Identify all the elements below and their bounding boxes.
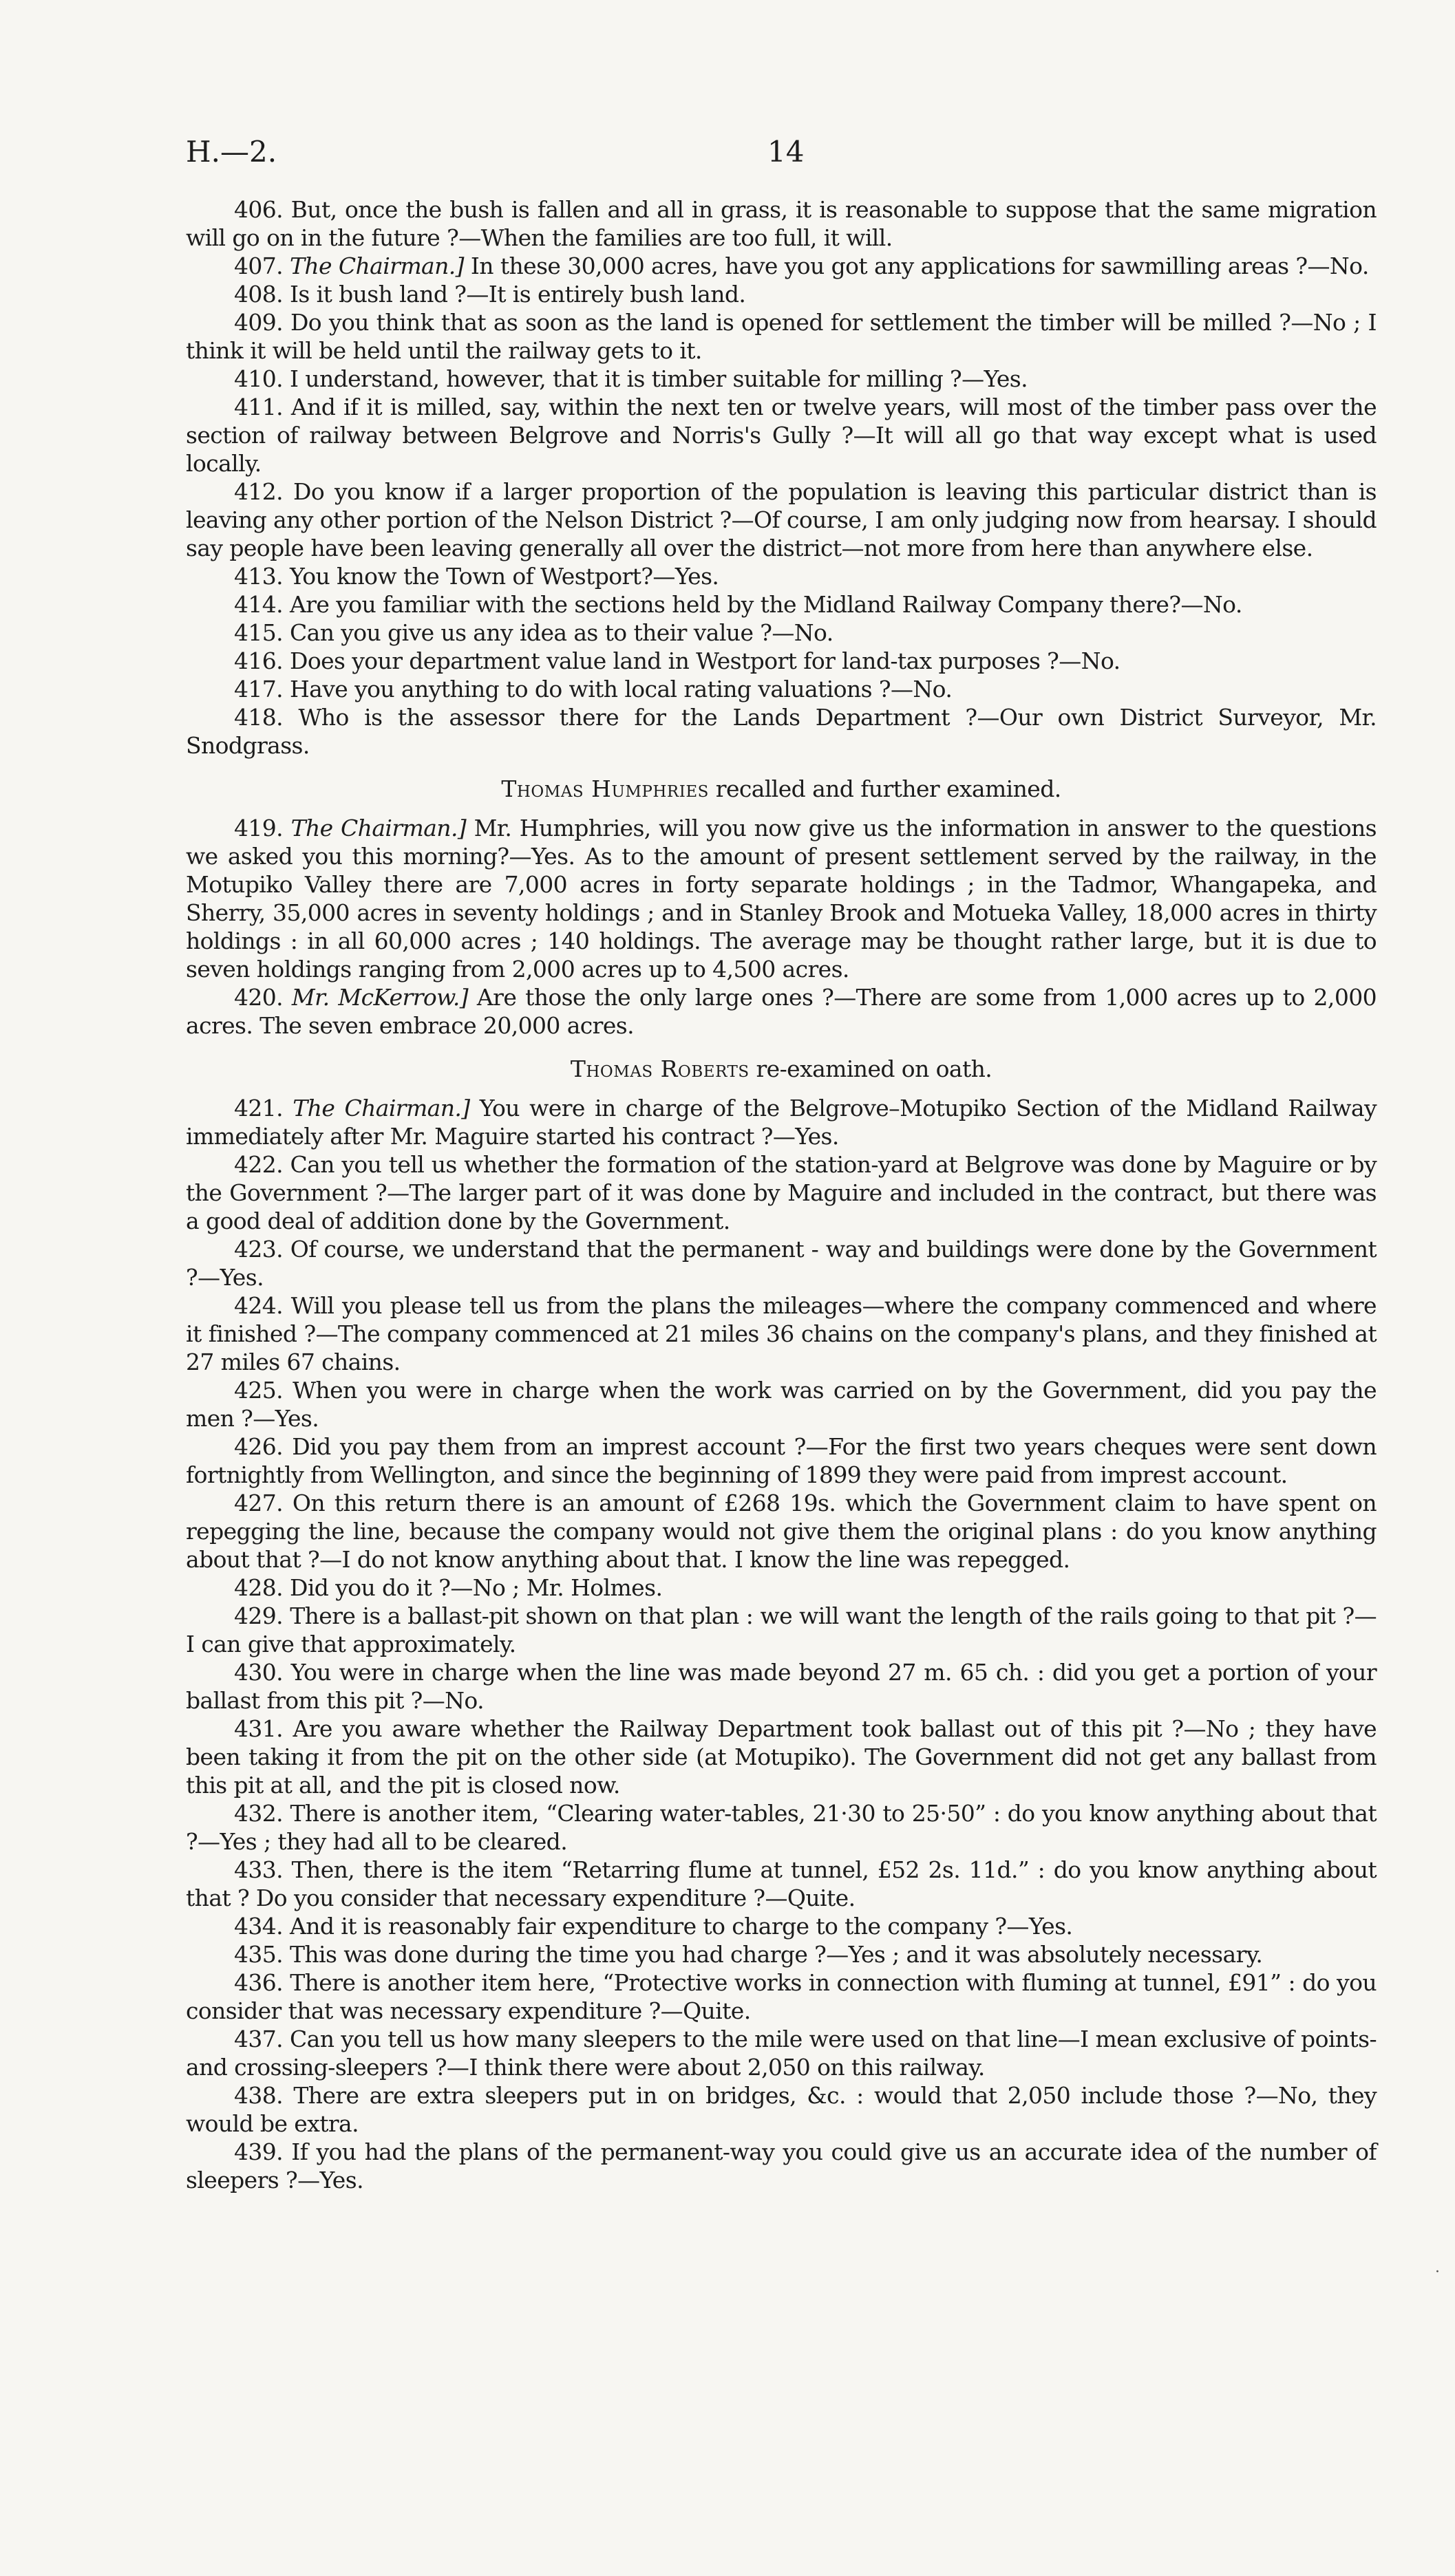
question-text: Do you know if a larger proportion of the population is leaving this particular district than is leaving any other portion of the Nelson District ?—Of course, I am only judging now from hearsay. I should say people have been leaving generally all over the district—not more from here than anywhere else. [186, 478, 1377, 561]
question-paragraph [186, 1856, 1377, 1912]
question-text: Have you anything to do with local rating valuations ?—No. [289, 676, 953, 702]
question-paragraph [186, 1940, 1377, 1968]
question-text: And if it is milled, say, within the next ten or twelve years, will most of the timber pass over the section of railway between Belgrove and Norris's Gully ?—It will all go that way except what is used locally. [186, 394, 1377, 477]
question-text: Are those the only large ones ?—There are some from 1,000 acres up to 2,000 acres. The seven embrace 20,000 acres. [186, 984, 1377, 1039]
margin-speck-icon: · [1435, 2264, 1440, 2281]
question-number: 409. [234, 309, 284, 336]
question-number: 418. [234, 704, 284, 731]
question-number: 437. [234, 2026, 284, 2052]
speaker-label: The Chairman.] [289, 253, 464, 279]
question-number: 408. [234, 281, 284, 308]
question-paragraph [186, 1602, 1377, 1658]
question-paragraph [186, 393, 1377, 477]
question-number: 420. [234, 984, 284, 1011]
question-paragraph [186, 2025, 1377, 2081]
question-number: 428. [234, 1574, 284, 1601]
question-text: On this return there is an amount of £268 19s. which the Government claim to have spent on repegging the line, because the company would not give them the original plans : do you know anything about that ?—I do not know anything about that. I know the line was repegged. [186, 1490, 1377, 1573]
page-header [186, 135, 1377, 195]
question-paragraph [186, 703, 1377, 760]
question-number: 415. [234, 619, 284, 646]
witness-status: recalled and further examined. [715, 775, 1061, 802]
question-text: This was done during the time you had charge ?—Yes ; and it was absolutely necessary. [289, 1941, 1263, 1968]
question-paragraph [186, 1150, 1377, 1235]
question-number: 433. [234, 1856, 284, 1883]
question-paragraph [186, 1715, 1377, 1799]
question-text: Do you think that as soon as the land is opened for settlement the timber will be milled ?—No ; I think it will be held until the railway gets to it. [186, 309, 1377, 364]
question-paragraph [186, 477, 1377, 562]
question-number: 427. [234, 1490, 284, 1516]
question-text: Can you give us any idea as to their value ?—No. [289, 619, 833, 646]
question-text: Who is the assessor there for the Lands Department ?—Our own District Surveyor, Mr. Snodgrass. [186, 704, 1377, 759]
question-paragraph [186, 1291, 1377, 1376]
question-paragraph [186, 1574, 1377, 1602]
question-paragraph [186, 1968, 1377, 2025]
question-number: 416. [234, 647, 284, 674]
question-paragraph [186, 195, 1377, 252]
question-text: There are extra sleepers put in on bridges, &c. : would that 2,050 include those ?—No, they would be extra. [186, 2082, 1377, 2137]
speaker-label: The Chairman.] [290, 815, 467, 841]
question-text: And it is reasonably fair expenditure to charge to the company ?—Yes. [289, 1913, 1073, 1940]
question-text: Mr. Humphries, will you now give us the information in answer to the questions we asked you this morning?—Yes. As to the amount of present settlement served by the railway, in the Motupiko Valley there are 7,000 acres in forty separate holdings ; in the Tadmor, Whangapeka, and Sherry, 35,000 acres in seventy holdings ; and in Stanley Brook and Motueka Valley, 18,000 acres in thirty holdings : in all 60,000 acres ; 140 holdings. The average may be thought rather large, but it is due to seven holdings ranging from 2,000 acres up to 4,500 acres. [186, 815, 1377, 983]
evidence-block-1 [186, 195, 1377, 760]
question-paragraph [186, 2138, 1377, 2194]
question-number: 426. [234, 1433, 284, 1460]
question-number: 432. [234, 1800, 284, 1827]
question-text: Are you familiar with the sections held by the Midland Railway Company there?—No. [289, 591, 1242, 618]
question-number: 419. [234, 815, 284, 841]
question-paragraph [186, 1235, 1377, 1291]
question-paragraph [186, 1432, 1377, 1489]
question-text: Can you tell us whether the formation of the station-yard at Belgrove was done by Maguire or by the Government ?—The larger part of it was done by Maguire and included in the contract, but there was a good deal of addition done by the Government. [186, 1151, 1377, 1234]
evidence-block-3 [186, 1094, 1377, 2194]
question-text: Did you do it ?—No ; Mr. Holmes. [289, 1574, 663, 1601]
question-number: 431. [234, 1715, 284, 1742]
question-text: Are you aware whether the Railway Department took ballast out of this pit ?—No ; they have been taking it from the pit on the other side (at Motupiko). The Government did not get any ballast from this pit at all, and the pit is closed now. [186, 1715, 1377, 1799]
question-text: There is a ballast-pit shown on that plan : we will want the length of the rails going to that pit ?—I can give that approximately. [186, 1602, 1377, 1657]
question-paragraph [186, 590, 1377, 619]
question-text: Then, there is the item “Retarring flume at tunnel, £52 2s. 11d.” : do you know anything about that ? Do you consider that necessary expenditure ?—Quite. [186, 1856, 1377, 1911]
document-page [186, 135, 1377, 2194]
question-number: 421. [234, 1095, 284, 1121]
question-text: But, once the bush is fallen and all in grass, it is reasonable to suppose that the same migration will go on in the future ?—When the families are too full, it will. [186, 196, 1377, 251]
speaker-label: The Chairman.] [293, 1095, 470, 1121]
question-paragraph [186, 308, 1377, 365]
question-paragraph [186, 1658, 1377, 1715]
question-paragraph [186, 983, 1377, 1040]
question-text: There is another item, “Clearing water-tables, 21·30 to 25·50” : do you know anything about that ?—Yes ; they had all to be cleared. [186, 1800, 1377, 1855]
question-paragraph [186, 647, 1377, 675]
question-text: Can you tell us how many sleepers to the mile were used on that line—I mean exclusive of points- and crossing-sleepers ?—I think there were about 2,050 on this railway. [186, 2026, 1377, 2081]
question-number: 430. [234, 1659, 284, 1686]
question-number: 424. [234, 1292, 284, 1319]
question-text: When you were in charge when the work was carried on by the Government, did you pay the men ?—Yes. [186, 1377, 1377, 1432]
question-text: Did you pay them from an imprest account ?—For the first two years cheques were sent down fortnightly from Wellington, and since the beginning of 1899 they were paid from imprest account. [186, 1433, 1377, 1488]
question-number: 425. [234, 1377, 284, 1404]
document-reference: H.—2. [186, 135, 277, 169]
question-text: In these 30,000 acres, have you got any applications for sawmilling areas ?—No. [470, 253, 1369, 279]
question-text: Will you please tell us from the plans the mileages—where the company commenced and where it finished ?—The company commenced at 21 miles 36 chains on the company's plans, and they finished at 27 miles 67 chains. [186, 1292, 1377, 1375]
question-text: There is another item here, “Protective works in connection with fluming at tunnel, £91” : do you consider that was necessary expenditure ?—Quite. [186, 1969, 1377, 2024]
question-number: 410. [234, 365, 284, 392]
question-text: You know the Town of Westport?—Yes. [289, 563, 719, 590]
question-number: 423. [234, 1236, 284, 1263]
evidence-block-2 [186, 814, 1377, 1040]
question-paragraph [186, 1912, 1377, 1940]
question-text: Is it bush land ?—It is entirely bush land. [289, 281, 746, 308]
question-paragraph [186, 814, 1377, 983]
question-paragraph [186, 1094, 1377, 1150]
question-paragraph [186, 252, 1377, 280]
question-paragraph [186, 1799, 1377, 1856]
question-number: 407. [234, 253, 284, 279]
question-number: 439. [234, 2138, 284, 2165]
question-number: 429. [234, 1602, 284, 1629]
question-number: 436. [234, 1969, 284, 1996]
question-paragraph [186, 365, 1377, 393]
question-number: 434. [234, 1913, 284, 1940]
speaker-label: Mr. McKerrow.] [291, 984, 469, 1011]
question-text: You were in charge when the line was made beyond 27 m. 65 ch. : did you get a portion of your ballast from this pit ?—No. [186, 1659, 1377, 1714]
question-number: 413. [234, 563, 284, 590]
question-number: 406. [234, 196, 284, 223]
question-text: You were in charge of the Belgrove–Motupiko Section of the Midland Railway immediately after Mr. Maguire started his contract ?—Yes. [186, 1095, 1377, 1150]
question-number: 417. [234, 676, 284, 702]
question-paragraph [186, 619, 1377, 647]
witness-heading-roberts [186, 1055, 1377, 1083]
question-number: 422. [234, 1151, 284, 1178]
question-text: Does your department value land in Westport for land-tax purposes ?—No. [289, 647, 1121, 674]
question-text: I understand, however, that it is timber suitable for milling ?—Yes. [289, 365, 1028, 392]
witness-name: Thomas Roberts [570, 1055, 750, 1082]
witness-name: Thomas Humphries [501, 775, 709, 802]
question-number: 438. [234, 2082, 284, 2109]
question-text: If you had the plans of the permanent-way you could give us an accurate idea of the number of sleepers ?—Yes. [186, 2138, 1377, 2193]
question-paragraph [186, 675, 1377, 703]
question-paragraph [186, 280, 1377, 308]
question-number: 411. [234, 394, 284, 420]
witness-status: re-examined on oath. [756, 1055, 992, 1082]
witness-heading-humphries [186, 775, 1377, 803]
question-number: 414. [234, 591, 284, 618]
question-paragraph [186, 2081, 1377, 2138]
question-paragraph [186, 562, 1377, 590]
page-number: 14 [767, 135, 805, 169]
question-text: Of course, we understand that the permanent - way and buildings were done by the Government ?—Yes. [186, 1236, 1377, 1291]
question-number: 412. [234, 478, 284, 505]
question-paragraph [186, 1376, 1377, 1432]
question-paragraph [186, 1489, 1377, 1574]
question-number: 435. [234, 1941, 284, 1968]
